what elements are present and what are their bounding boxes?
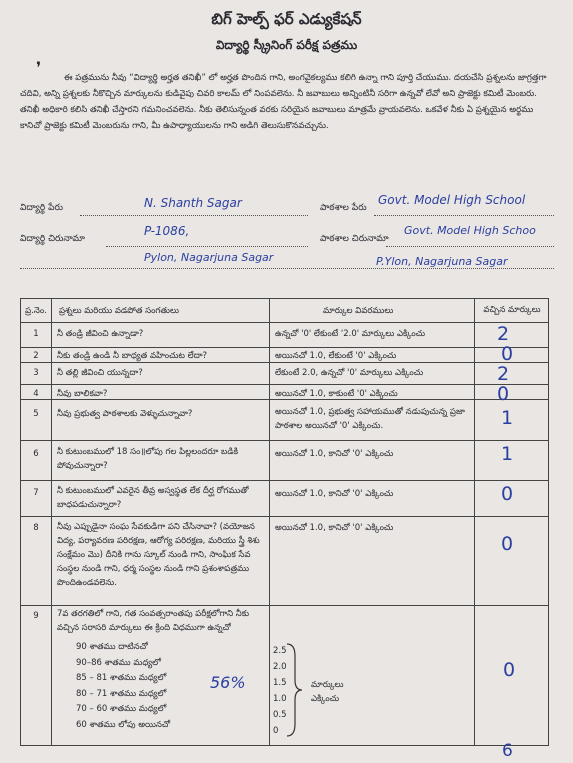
grade-item: 60 శాతము లోపు అయినచో: [76, 719, 171, 730]
school-address-line2[interactable]: P.Ylon, Nagarjuna Sagar: [376, 255, 508, 268]
row5-no: 5: [33, 409, 39, 419]
row9-score[interactable]: 0: [503, 659, 516, 681]
row-divider: [21, 516, 548, 517]
grade-list: [76, 640, 170, 733]
row4-question: నీవు బాలికవా?: [57, 389, 108, 399]
grade-mark: 2.5: [273, 646, 287, 656]
grade-mark: 2.0: [273, 662, 287, 672]
school-name-label: పాఠశాల పేరు: [320, 203, 367, 213]
row8-marks: అయినచో 1.0, కానిచో '0' ఎక్కించు: [275, 523, 394, 533]
address-line2-rule: [20, 268, 554, 269]
marks-note-2: ఎక్కించు: [311, 694, 340, 704]
page-title: బిగ్ హెల్ప్ ఫర్ ఎడ్యుకేషన్: [211, 10, 362, 28]
row-divider: [21, 440, 548, 441]
curly-brace-icon: [285, 642, 303, 738]
grade-item: 90–86 శాతము మధ్యలో: [76, 657, 161, 668]
student-address-line1[interactable]: P-1086,: [144, 224, 190, 238]
row8-score[interactable]: 0: [501, 533, 514, 555]
row3-score[interactable]: 2: [497, 363, 510, 385]
row5-marks: అయినచో 1.0, ప్రభుత్వ సహాయముతో నడుపుచున్న ప్రజా పాఠశాల అయినచో '0' ఎక్కించు.: [275, 407, 465, 431]
row1-score[interactable]: 2: [497, 323, 510, 345]
row8-question: నీవు ఎప్పుడైనా సంఘ సేవకుడిగా పని చేసినావా? (వయోజన విద్య, పర్యావరణ పరిరక్షణ, ఆరోగ్య పరిరక్షణ, మరియు స్త్రీ శిశు సంక్షేమం మొ) దీనికి గాను స్కూల్ నుండి గాని, సాంఘిక సేవ సంస్థల నుండి గాని, ధర్మ సంస్థల నుండి గాని ప్రశంశాపత్రము పొందిఉండవలెను.: [57, 522, 260, 588]
row3-marks: లేకుంటే 2.0, ఉన్నచో '0' మార్కులు ఎక్కించు: [275, 368, 424, 378]
row6-question: నీ కుటుంబములో 18 సం॥లోపు గల పిల్లలందరూ బడికి పోవుచున్నారా?: [57, 447, 239, 471]
total-score[interactable]: 6: [502, 741, 513, 761]
grade-mark: 1.0: [273, 694, 287, 704]
grade-mark: 0: [273, 726, 279, 736]
student-name-value[interactable]: N. Shanth Sagar: [144, 196, 242, 210]
row-divider: [21, 480, 548, 481]
header-marks-obtained: వచ్చిన మార్కులు: [483, 305, 541, 315]
row6-score[interactable]: 1: [501, 443, 514, 465]
grade-mark: 1.5: [273, 678, 287, 688]
school-address-line1-rule: [386, 246, 554, 247]
row2-marks: అయినచో 1.0, లేకుంటే '0' ఎక్కించు: [275, 351, 397, 361]
row7-score[interactable]: 0: [501, 483, 514, 505]
grade-item: 70 – 60 శాతము మధ్యలో: [76, 704, 167, 714]
school-name-value[interactable]: Govt. Model High School: [378, 193, 526, 207]
row-divider: [21, 384, 548, 385]
grade-mark: 0.5: [273, 710, 287, 720]
row8-no: 8: [33, 523, 39, 533]
row4-score[interactable]: 0: [497, 383, 510, 405]
row2-question: నీకు తండ్రి ఉండి నీ బాధ్యత వహించుట లేదా?: [57, 351, 208, 361]
row5-question: నీవు ప్రభుత్వ పాఠశాలకు వెళ్ళుచున్నావా?: [57, 409, 193, 419]
student-name-label: విద్యార్థి పేరు: [20, 203, 63, 213]
school-name-line: [374, 215, 554, 216]
row7-marks: అయినచో 1.0, కానిచో '0' ఎక్కించు: [275, 489, 394, 499]
row7-question: నీ కుటుంబములో ఎవరైన తీవ్ర అస్వస్థత లేక దీర్ఘ రోగముతో బాధపడుచున్నారా?: [57, 486, 249, 510]
header-marks-details: మార్కుల వివరములు: [323, 306, 394, 316]
header-qno: ప్ర.నెం.: [25, 306, 47, 316]
row5-score[interactable]: 1: [501, 407, 514, 429]
student-name-line: [80, 215, 308, 216]
col-divider: [474, 299, 475, 745]
row1-no: 1: [33, 329, 39, 339]
row3-question: నీ తల్లి జీవించి యున్నదా?: [57, 368, 143, 378]
intro-paragraph: ఈ పత్రమును నీవు “విద్యార్థి అర్హత తనిఖీ” లో అర్హత పొందిన గాని, అంగవైకల్యము కలిగి ఉన్నా గాని పూర్తి చేయుము. దయచేసి ప్రశ్నలను జాగ్రత్తగా చదివి, అన్ని ప్రశ్నలకు నీకొచ్చిన మార్కులను కుడివైపు చివరి కాలమ్ లో నింపవలెను. నీ జవాబులు అన్నింటినీ సరిగా ఉన్నవో లేవో అని ప్రాజెక్టు కమిటీ మెంబరు. తనిఖీ అధికారి కలిసి తనిఖీ చేస్తారని గమనించవలెను. నీకు తెలిసున్నంత వరకు సరియైన జవాబులు మాత్రమే వ్రాయవలెను. ఒకవేళ నీకు ఏ ప్రశ్నయైన అర్థము కానిచో ప్రాజెక్టు కమిటీ మెంబరును గాని, మీ ఉపాధ్యాయులను గాని అడిగి తెలుసుకొనవచ్చును.: [20, 73, 547, 131]
row2-no: 2: [33, 351, 39, 361]
row-divider: [21, 347, 548, 348]
row6-marks: అయినచో 1.0, కానిచో '0' ఎక్కించు: [275, 449, 394, 459]
handwritten-percent[interactable]: 56%: [210, 673, 246, 692]
grade-item: 85 – 81 శాతము మధ్యలో: [76, 673, 167, 683]
row9-question: 7వ తరగతిలో గాని, గత సంవత్సరాంతపు పరీక్షలోగాని నీకు వచ్చిన సరాసరి మార్కులు ఈ క్రింది విధముగా ఉన్నచో: [57, 609, 250, 633]
school-address-line1[interactable]: Govt. Model High Schoo: [404, 224, 536, 237]
row7-no: 7: [33, 488, 39, 498]
col-divider: [51, 299, 52, 745]
row-divider: [21, 322, 548, 323]
student-address-label: విద్యార్థి చిరునామా: [20, 234, 85, 244]
student-address-line2[interactable]: Pylon, Nagarjuna Sagar: [144, 251, 274, 264]
row6-no: 6: [33, 449, 39, 459]
header-question: ప్రశ్నలు మరియు వడపోత సంగతులు: [59, 306, 179, 316]
student-address-line1-rule: [106, 246, 308, 247]
row1-marks: ఉన్నచో '0' లేకుంటే '2.0' మార్కులు ఎక్కించు: [275, 329, 426, 339]
row9-no: 9: [33, 611, 39, 621]
page-subtitle: విద్యార్థి స్క్రీనింగ్ పరీక్ష పత్రము: [215, 38, 358, 52]
row1-question: నీ తండ్రి జీవించి ఉన్నాడా?: [57, 329, 144, 339]
school-address-label: పాఠశాల చిరునామా: [320, 234, 389, 244]
row4-no: 4: [33, 389, 39, 399]
grade-item: 80 – 71 శాతము మధ్యలో: [76, 688, 167, 699]
row3-no: 3: [33, 368, 39, 378]
row-divider: [21, 605, 548, 606]
row2-score[interactable]: 0: [501, 343, 514, 365]
bullet-mark: ❜: [36, 58, 42, 77]
marks-note-1: మార్కులు: [311, 680, 344, 690]
row4-marks: అయినచో 1.0, కాకుంటే '0' ఎక్కించు: [275, 389, 398, 399]
col-divider: [269, 299, 270, 745]
grade-item: 90 శాతము దాటినచో: [76, 642, 148, 652]
